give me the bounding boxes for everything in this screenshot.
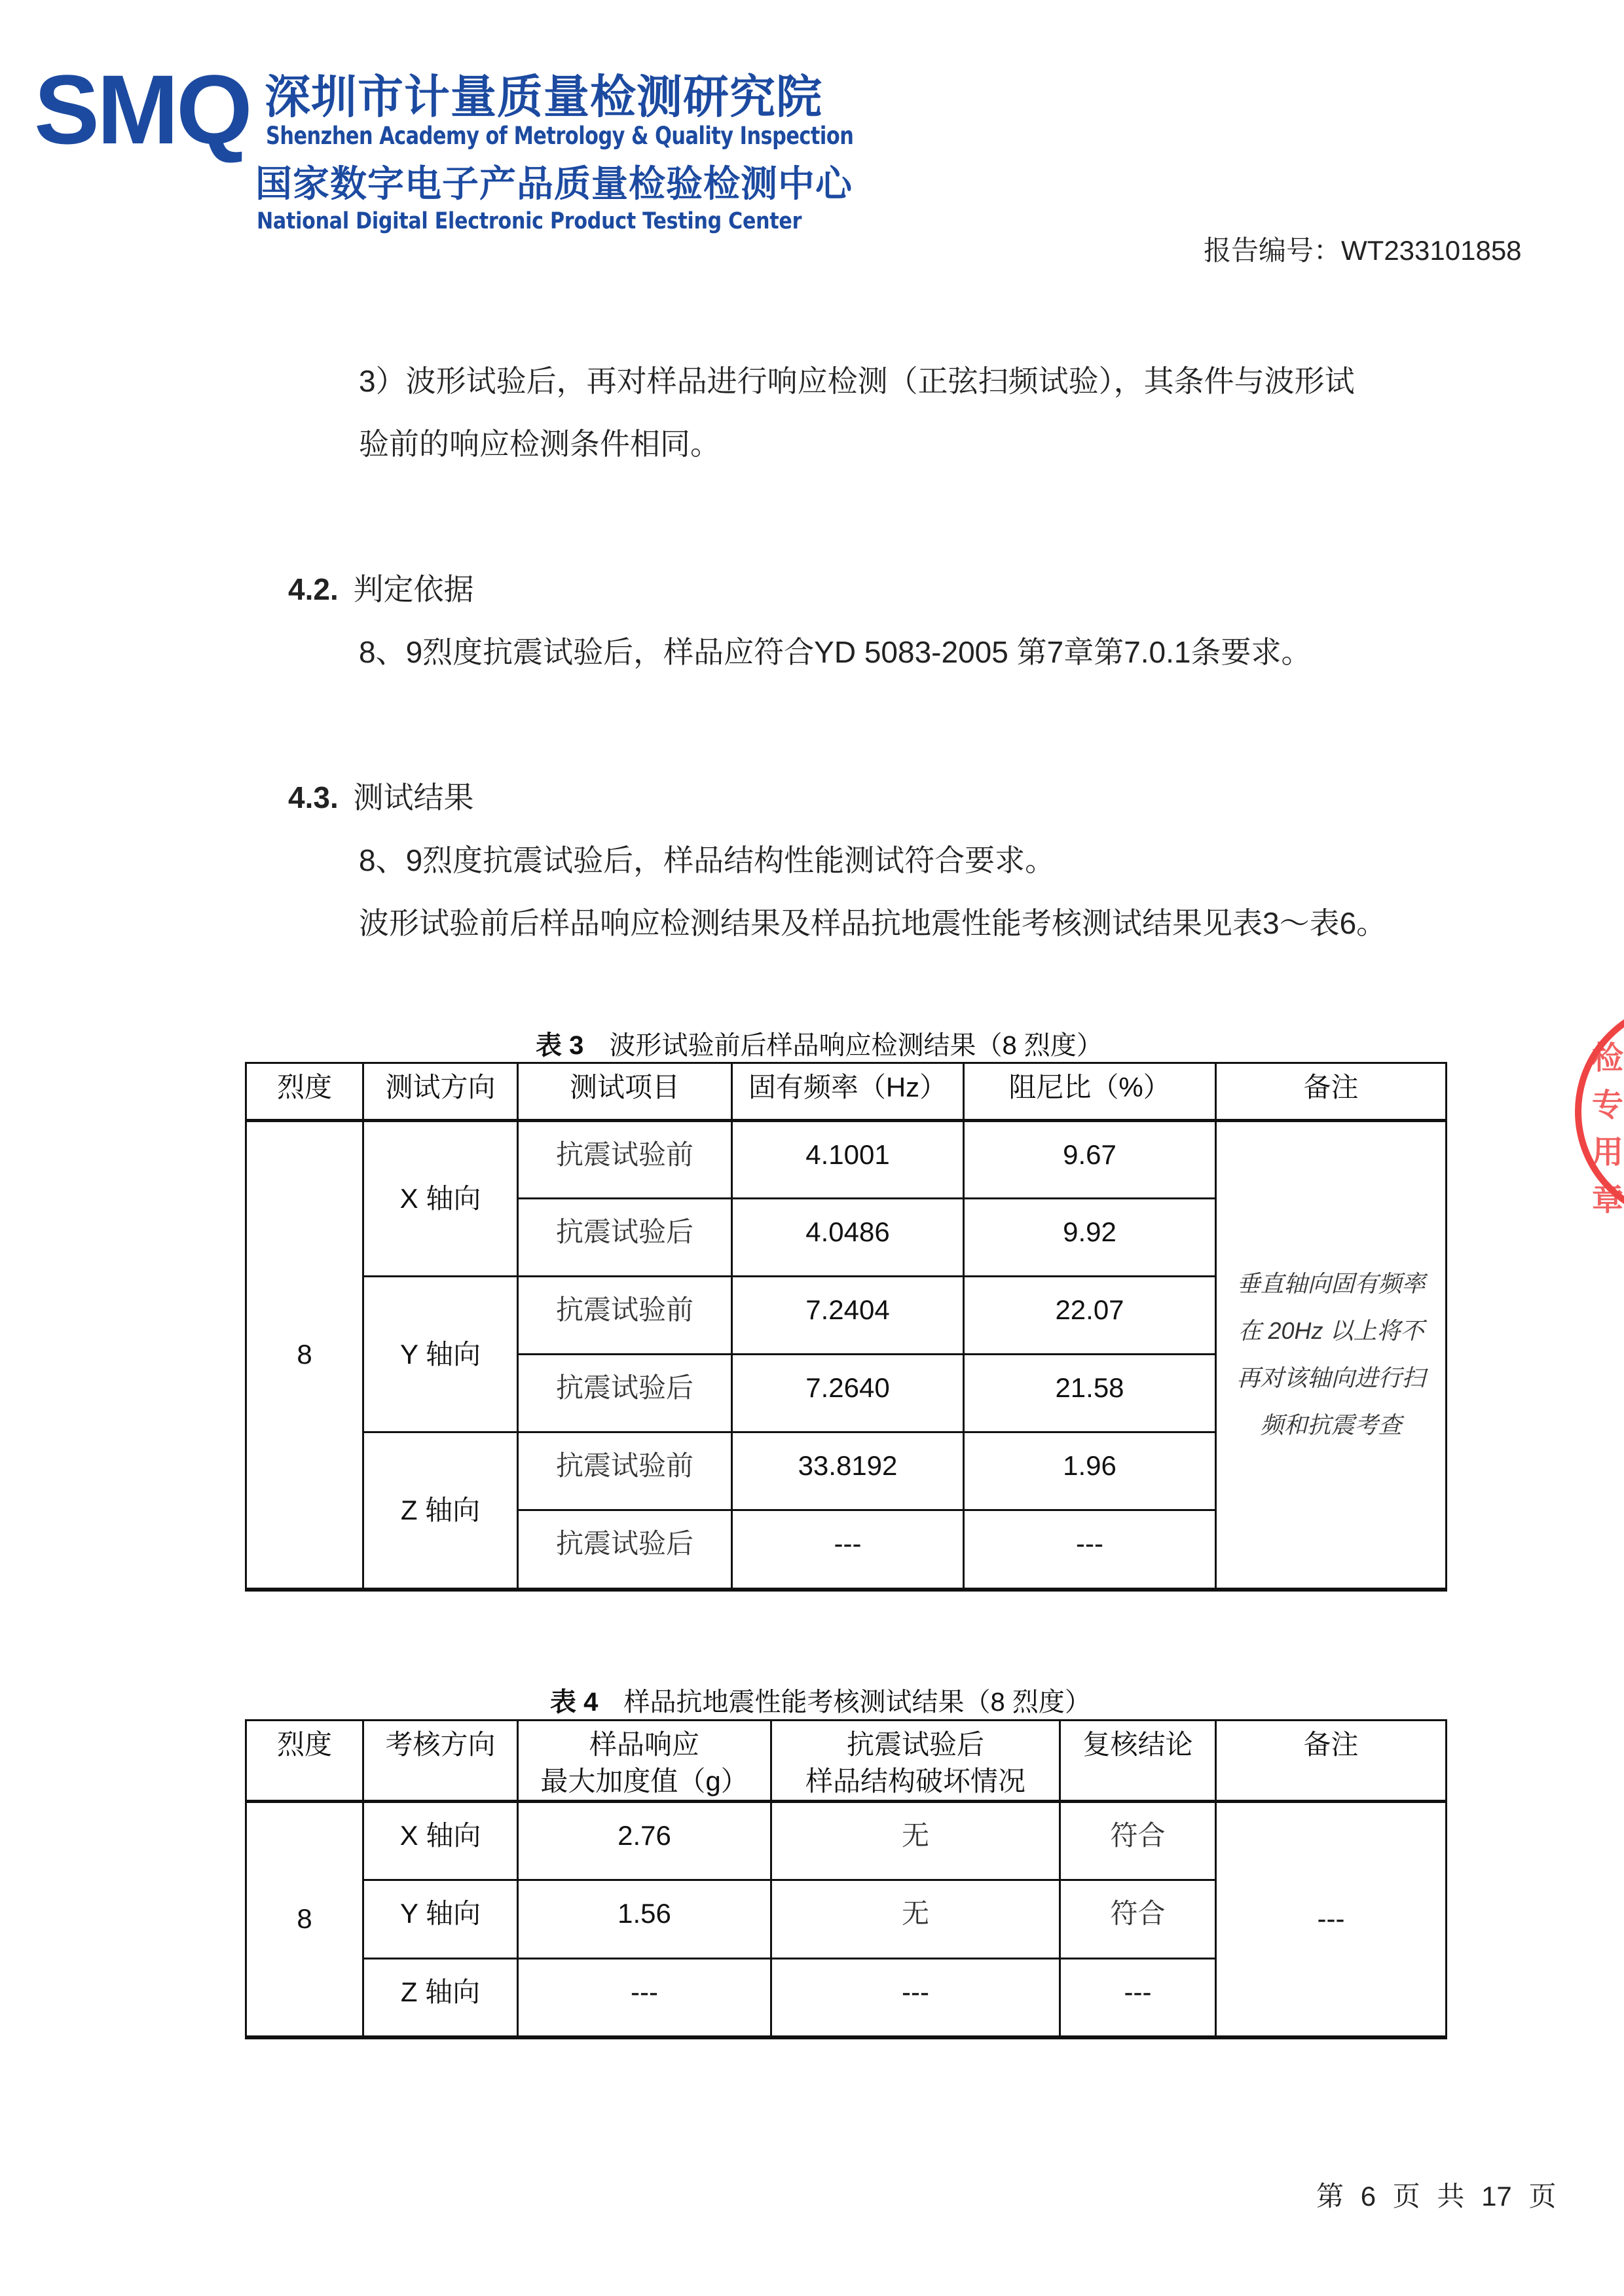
cell-note [1216,1121,1447,1590]
header-conclusion: 复核结论 [1060,1721,1216,1802]
cell-damping: 9.67 [964,1121,1216,1199]
table-row [246,1802,1447,1880]
header-direction: 测试方向 [363,1063,518,1121]
page-label: 页 [1528,2181,1557,2212]
paragraph-3-line1: 3）波形试验后，再对样品进行响应检测（正弦扫频试验），其条件与波形试 [359,364,1355,398]
cell-damping: 21.58 [964,1355,1216,1432]
page-number [1316,2175,1556,2214]
cell-conclusion: --- [1060,1959,1216,2037]
org-name-cn: 深圳市计量质量检测研究院 [265,70,822,124]
table3 [245,1062,1447,1592]
cell-damping: 22.07 [964,1277,1216,1355]
cell-frequency: 7.2640 [732,1355,964,1432]
note-line: 垂直轴向固有频率 [1236,1270,1426,1298]
note-line: 在 20Hz 以上将不 [1238,1317,1424,1345]
total-pages: 17 [1481,2181,1512,2212]
cell-item: 抗震试验后 [518,1510,732,1590]
section-number: 4.3. [288,780,339,814]
header-max-acceleration [518,1721,771,1802]
section-4-2-text: 8、9烈度抗震试验后，样品应符合YD 5083-2005 第7章第7.0.1条要求。 [359,635,1312,669]
header-intensity: 烈度 [246,1063,363,1121]
cell-note: --- [1216,1802,1447,2037]
section-title: 判定依据 [353,572,474,606]
cell-item: 抗震试验后 [518,1199,732,1277]
section-4-2-heading [288,570,474,609]
section-number: 4.2. [288,572,339,606]
section-4-3-heading [288,778,474,817]
table4-caption-number: 表 4 [550,1688,599,1717]
cell-item: 抗震试验前 [518,1432,732,1510]
logo-text: SMQ [34,54,250,164]
page-label: 页 共 [1392,2181,1465,2212]
smq-logo [34,54,250,164]
cell-damping: --- [964,1510,1216,1590]
header-line: 抗震试验后 [846,1729,984,1760]
org-name-en: Shenzhen Academy of Metrology & Quality Inspection [266,122,854,150]
table-row [246,1121,1447,1199]
cell-frequency: 4.1001 [732,1121,964,1199]
section-4-3-text1: 8、9烈度抗震试验后，样品结构性能测试符合要求。 [359,843,1056,877]
cell-max-acceleration: 1.56 [518,1880,771,1959]
report-number-value: WT233101858 [1341,235,1522,266]
header-line: 样品结构破坏情况 [805,1766,1025,1796]
table4 [245,1719,1447,2039]
header-structural-damage [771,1721,1060,1802]
cell-damage: --- [771,1959,1060,2037]
header-note: 备注 [1216,1063,1447,1121]
note-line: 频和抗震考查 [1260,1412,1402,1439]
section-4-3-text2: 波形试验前后样品响应检测结果及样品抗地震性能考核测试结果见表3～表6。 [359,906,1387,940]
cell-conclusion: 符合 [1060,1802,1216,1880]
cell-item: 抗震试验后 [518,1355,732,1432]
seal-stamp-chars: 检专用章 [1591,1040,1623,1218]
cell-direction-z: Z 轴向 [363,1432,518,1590]
table4-caption-text: 样品抗地震性能考核测试结果（8 烈度） [623,1688,1091,1717]
header-direction: 考核方向 [363,1721,518,1802]
note-line: 再对该轴向进行扫 [1236,1364,1426,1392]
table3-header-row [246,1063,1447,1121]
section-title: 测试结果 [353,780,474,814]
header-frequency: 固有频率（Hz） [732,1063,964,1121]
cell-direction: Z 轴向 [363,1959,518,2037]
table3-caption-text: 波形试验前后样品响应检测结果（8 烈度） [609,1031,1103,1060]
header-line: 样品响应 [589,1729,699,1760]
seal-stamp-text [1591,1034,1624,1223]
cell-damage: 无 [771,1802,1060,1880]
cell-direction-x: X 轴向 [363,1121,518,1277]
center-name-cn: 国家数字电子产品质量检验检测中心 [255,163,853,206]
cell-item: 抗震试验前 [518,1277,732,1355]
table3-caption-number: 表 3 [536,1031,584,1060]
cell-max-acceleration: 2.76 [518,1802,771,1880]
header-item: 测试项目 [518,1063,732,1121]
paragraph-3-line2: 验前的响应检测条件相同。 [359,427,720,461]
cell-direction: X 轴向 [363,1802,518,1880]
report-number-label: 报告编号： [1204,235,1342,266]
table4-header-row [246,1721,1447,1802]
header-damping: 阻尼比（%） [964,1063,1216,1121]
cell-damping: 1.96 [964,1432,1216,1510]
cell-max-acceleration: --- [518,1959,771,2037]
header-intensity: 烈度 [246,1721,363,1802]
cell-damage: 无 [771,1880,1060,1959]
cell-item: 抗震试验前 [518,1121,732,1199]
cell-direction: Y 轴向 [363,1880,518,1959]
center-name-en: National Digital Electronic Product Testing Center [257,208,802,234]
cell-frequency: 33.8192 [732,1432,964,1510]
cell-intensity: 8 [246,1802,363,2037]
cell-frequency: 4.0486 [732,1199,964,1277]
page-label: 第 [1316,2181,1344,2212]
cell-intensity: 8 [246,1121,363,1590]
current-page: 6 [1360,2181,1376,2212]
report-number [1204,229,1522,268]
header-note: 备注 [1216,1721,1447,1802]
header-line: 最大加度值（g） [540,1766,748,1796]
table4-caption [550,1681,1091,1719]
cell-frequency: --- [732,1510,964,1590]
cell-damping: 9.92 [964,1199,1216,1277]
cell-direction-y: Y 轴向 [363,1277,518,1432]
cell-frequency: 7.2404 [732,1277,964,1355]
table3-caption [536,1025,1103,1062]
cell-conclusion: 符合 [1060,1880,1216,1959]
